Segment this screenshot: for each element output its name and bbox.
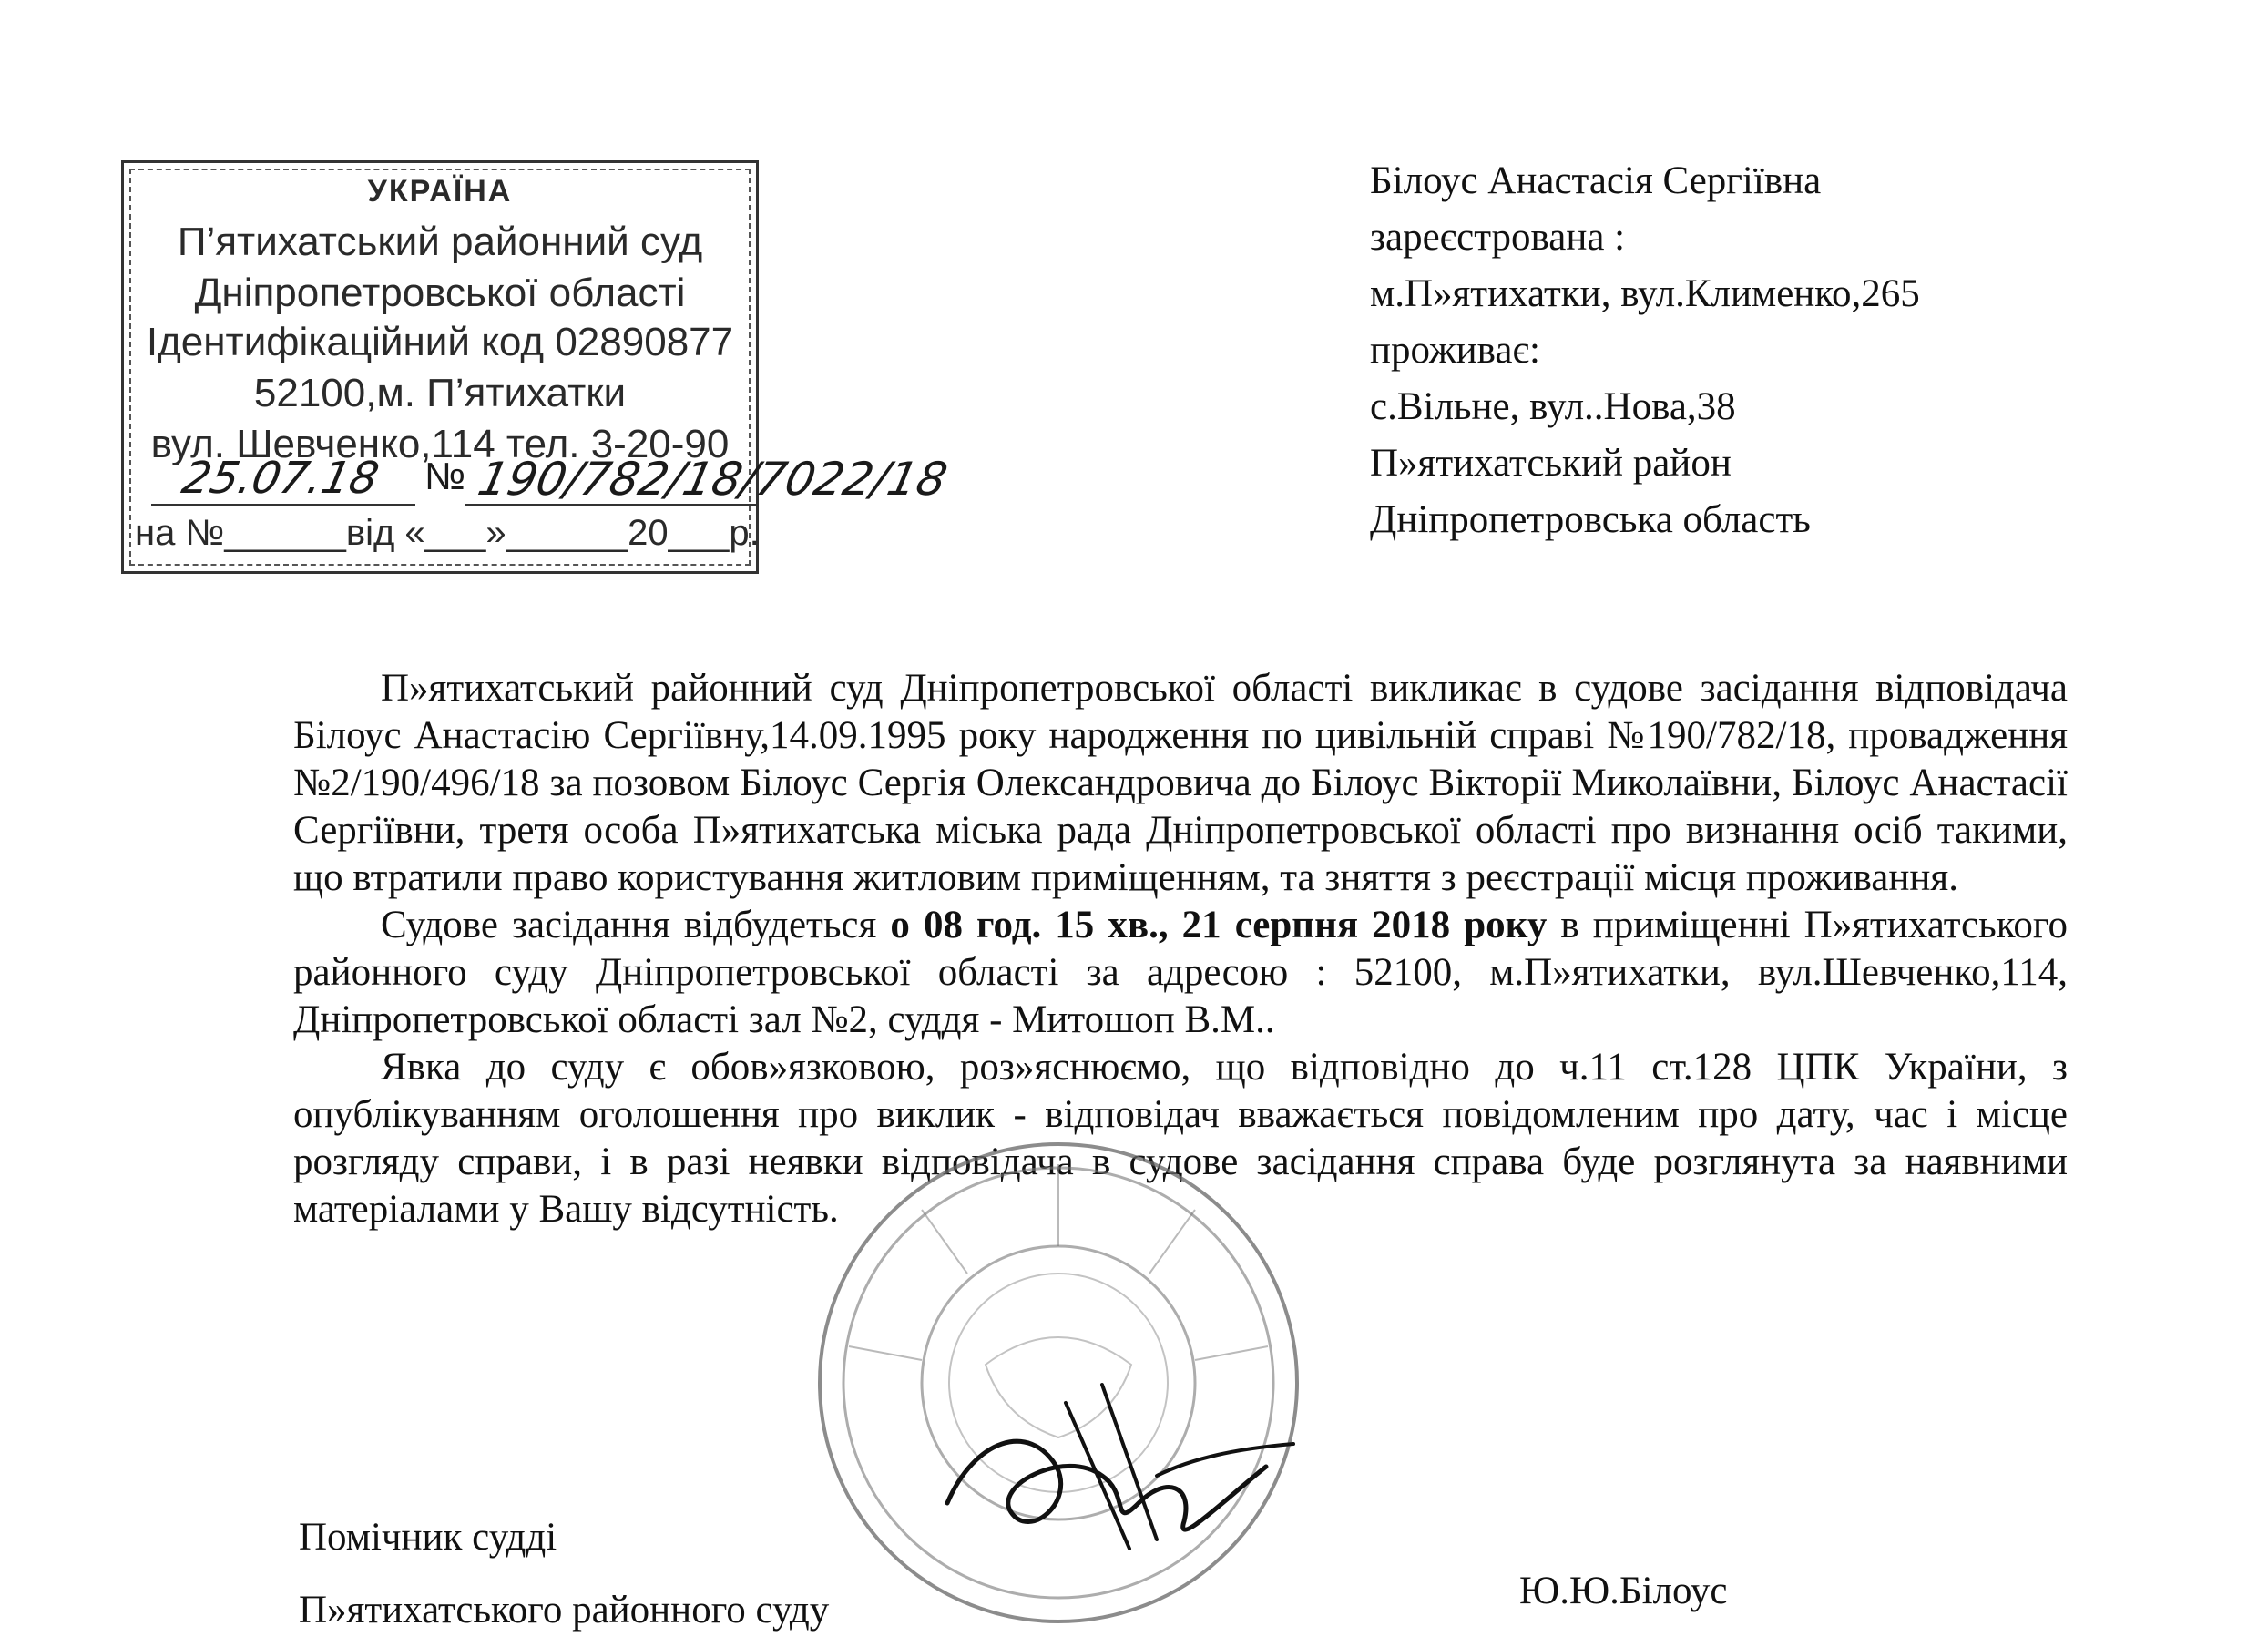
court-header-stamp xyxy=(121,160,952,574)
addressee-region: Дніпропетровська область xyxy=(1370,498,1811,541)
stamp-id-code: Ідентифікаційний код 02890877 xyxy=(146,320,734,364)
date-underline xyxy=(151,504,415,506)
hearing-location: в приміщенні П»ятихатського районного суду Дніпропетровської області за адресою : 52100, м.П»ятихатки, вул.Шевченко,114, Дніпропетровської області зал №2, суддя - Митошоп В.М.. xyxy=(293,904,2068,1041)
stamp-handwritten-row xyxy=(133,453,952,507)
stamp-number-sign: № xyxy=(424,455,466,497)
hearing-intro: Судове засідання відбудеться xyxy=(381,904,891,946)
stamp-city: 52100,м. П’ятихатки xyxy=(253,371,627,415)
stamp-court-name: П’ятихатський районний суд xyxy=(177,220,703,264)
signature-scribble xyxy=(920,1366,1303,1567)
addressee-district: П»ятихатський район xyxy=(1370,442,1732,485)
addressee-block xyxy=(1370,153,1920,548)
stamp-handwritten-number: 190/782/18/7022/18 xyxy=(473,453,952,506)
summons-paragraph-1: П»ятихатський районний суд Дніпропетровської області викликає в судове засідання відповідача Білоус Анастасію Сергіївну,14.09.1995 року народження по цивільній справі №190/782/18, провадження №2/190/496/18 за позовом Білоус Сергія Олександровича до Білоус Вікторії Миколаївни, Білоус Анастасії Сергіївни, третя особа П»ятихатська міська рада Дніпропетровської області про визнання осіб такими, що втратили право користування житловим приміщенням, та зняття з реєстрації місця проживання. xyxy=(293,667,2068,899)
addressee-registered-label: зареєстрована : xyxy=(1370,216,1626,259)
stamp-region: Дніпропетровської області xyxy=(194,271,686,315)
stamp-handwritten-date: 25.07.18 xyxy=(178,453,383,504)
signatory-position xyxy=(299,1501,829,1647)
summons-paragraph-3: Явка до суду є обов»язковою, роз»яснюємо, що відповідно до ч.11 ст.128 ЦПК України, з опублікуванням оголошення про виклик - відповідач вважається повідомленим про дату, час і місце розгляду справи, і в разі неявки відповідача в судове засідання справа буде розглянута за наявними матеріалами у Вашу відсутність. xyxy=(293,1046,2068,1231)
stamp-address: вул. Шевченко,114 тел. 3-20-90 xyxy=(150,422,730,466)
hearing-datetime: о 08 год. 15 хв., 21 серпня 2018 року xyxy=(890,904,1548,946)
summons-paragraph-2 xyxy=(293,902,2068,1044)
addressee-residence-address: с.Вільне, вул..Нова,38 xyxy=(1370,385,1736,428)
signatory-name: Ю.Ю.Білоус xyxy=(1519,1570,1728,1612)
addressee-residence-label: проживає: xyxy=(1370,329,1540,372)
stamp-country: УКРАЇНА xyxy=(367,174,513,209)
signatory-position-line-2: П»ятихатського районного суду xyxy=(299,1589,830,1632)
signatory-position-line-1: Помічник судді xyxy=(299,1516,557,1559)
addressee-name: Білоус Анастасія Сергіївна xyxy=(1370,159,1822,202)
number-underline xyxy=(465,504,757,506)
addressee-registered-address: м.П»ятихатки, вул.Клименко,265 xyxy=(1370,272,1920,315)
stamp-reply-line: на №______від «___»______20___р. xyxy=(135,513,760,553)
